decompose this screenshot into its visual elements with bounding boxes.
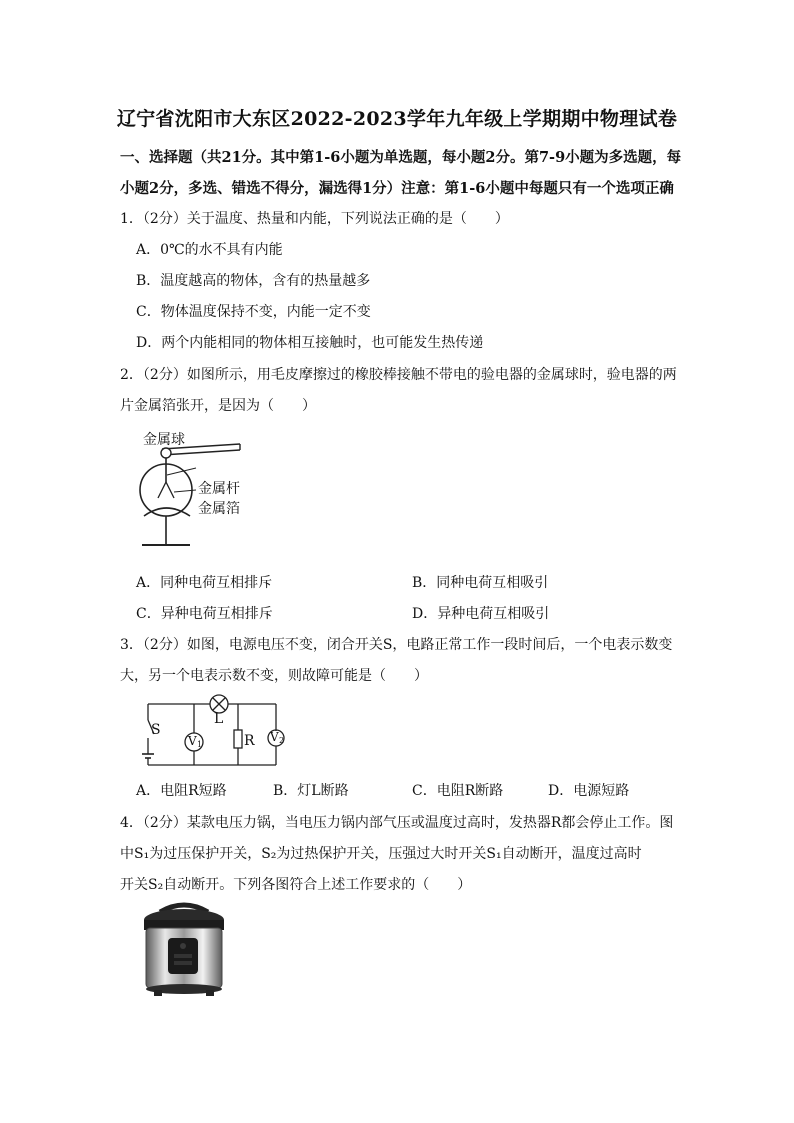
question-2-stem-line-2: 片金属箔张开，是因为（ ）: [120, 398, 316, 414]
question-3-option-b: B．灯L断路: [273, 783, 349, 799]
question-1-option-b: B．温度越高的物体，含有的热量越多: [136, 273, 371, 289]
question-4-stem-line-2: 中S₁为过压保护开关，S₂为过热保护开关，压强过大时开关S₁自动断开，温度过高时: [120, 846, 642, 862]
question-2-option-c: C．异种电荷互相排斥: [136, 606, 273, 622]
label-metal-foil: 金属箔: [198, 501, 240, 517]
question-3-stem-line-1: 3．（2分）如图，电源电压不变，闭合开关S，电路正常工作一段时间后，一个电表示数变: [120, 637, 673, 653]
page-title: 辽宁省沈阳市大东区2022-2023学年九年级上学期期中物理试卷: [116, 108, 678, 130]
question-1-option-d: D．两个内能相同的物体相互接触时，也可能发生热传递: [136, 335, 484, 351]
question-4-stem-line-1: 4．（2分）某款电压力锅，当电压力锅内部气压或温度过高时，发热器R都会停止工作。图: [120, 815, 674, 831]
label-v2-letter: V: [270, 730, 279, 744]
question-1-option-c: C．物体温度保持不变，内能一定不变: [136, 304, 371, 320]
question-3-option-c: C．电阻R断路: [412, 783, 504, 799]
pressure-cooker-image: [138, 898, 230, 1000]
question-2-option-b: B．同种电荷互相吸引: [412, 575, 549, 591]
question-3-stem-line-2: 大，另一个电表示数不变，则故障可能是（ ）: [120, 668, 428, 684]
question-2-option-a: A．同种电荷互相排斥: [136, 575, 273, 591]
question-3-option-d: D．电源短路: [548, 783, 630, 799]
label-lamp-l: L: [214, 711, 224, 727]
label-resistor-r: R: [244, 733, 255, 749]
question-4-stem-line-3: 开关S₂自动断开。下列各图符合上述工作要求的（ ）: [120, 877, 472, 893]
label-metal-rod: 金属杆: [198, 481, 240, 497]
label-v1-sub: 1: [197, 740, 203, 749]
section-header-line-2: 小题2分，多选、错选不得分，漏选得1分）注意：第1-6小题中每题只有一个选项正确: [120, 180, 674, 197]
question-2-stem-line-1: 2．（2分）如图所示，用毛皮摩擦过的橡胶棒接触不带电的验电器的金属球时，验电器的两: [120, 367, 677, 383]
label-metal-ball: 金属球: [143, 432, 185, 448]
label-switch-s: S: [151, 722, 161, 738]
section-header-line-1: 一、选择题（共21分。其中第1-6小题为单选题，每小题2分。第7-9小题为多选题，每: [120, 149, 682, 166]
question-1-option-a: A．0℃的水不具有内能: [136, 242, 283, 258]
label-v1-letter: V: [188, 734, 197, 748]
question-1-stem: 1．（2分）关于温度、热量和内能，下列说法正确的是（ ）: [120, 211, 509, 227]
question-3-option-a: A．电阻R短路: [136, 783, 227, 799]
circuit-diagram: [138, 688, 298, 770]
label-v2-sub: 2: [279, 736, 285, 745]
question-2-option-d: D．异种电荷互相吸引: [412, 606, 550, 622]
